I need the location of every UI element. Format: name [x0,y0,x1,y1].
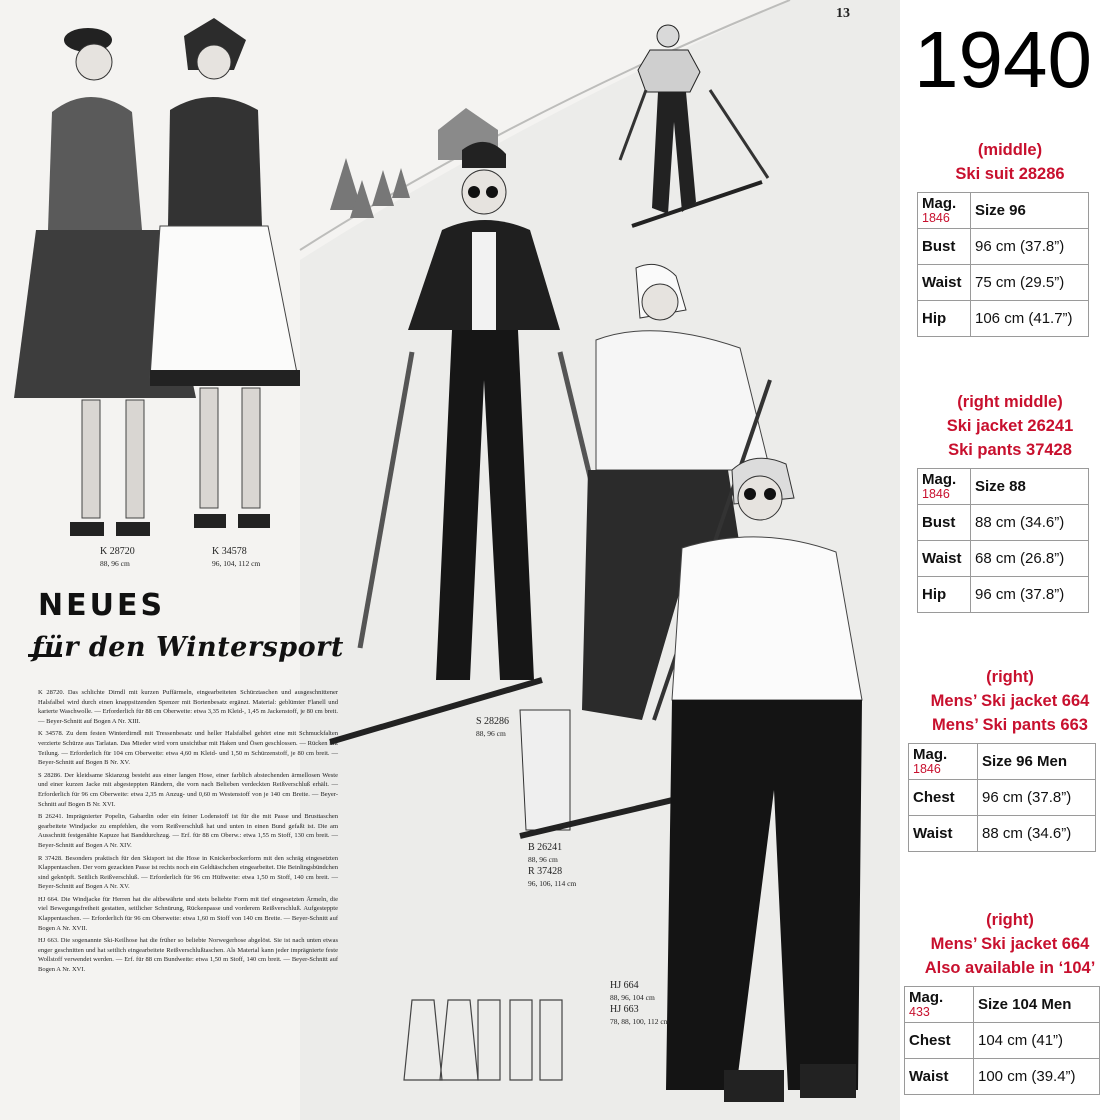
pattern-code-label: R 37428 [528,866,563,877]
pattern-code-label: B 26241 [528,842,563,853]
article-paragraph: B 26241. Imprägnierter Popelin, Gabardin oder ein feiner Lodenstoff ist für die mit Passe und Brusttaschen gearbeitete Windjacke zu empfehlen, die vorn Reißverschluß hat und unten in einen Bund gefaßt ist. Die am Ausschnitt festgenähte Kapuze hat Banddurchzug. — Erf. für 88 cm Oberw.: etwa 1,55 m Stoff, 130 cm breit. — Beyer-Schnitt auf Bogen A Nr. XIV. [38,813,338,849]
table-row [918,505,1089,541]
pattern-code-label: K 28720 [100,546,135,557]
measure-label: Waist [909,816,978,852]
article-paragraph: HJ 663. Die sogenannte Ski-Keilhose hat die früher so beliebte Norwegerhose abgelöst. Sie ist nach unten etwas enger geschnitten und hat seitlich eingearbeitete Reißverschlußtaschen. Als Material kann jeder imprägnierte feste Wollstoff verwendet werden. — Erf. für 88 cm Bundweite: etwa 1,50 m Stoff, 140 cm breit. — Beyer-Schnitt auf Bogen A Nr. XVI. [38,937,338,974]
measure-label: Hip [918,577,971,613]
block-title: Ski jacket 26241 [946,417,1074,435]
pattern-code-sizes: 96, 106, 114 cm [528,879,577,888]
mag-cell [918,469,971,505]
table-row [905,1059,1100,1095]
pattern-code-label: HJ 663 [610,1004,639,1015]
pattern-code-label: S 28286 [476,716,510,727]
article-paragraph: R 37428. Besonders praktisch für den Skisport ist die Hose in Knickerbockerform mit den schräg eingesetzten Klappentaschen. Der vorn gezackten Passe ist rechts noch ein Geldtäschchen eingearbeitet. Die Beinlingsbündchen sind geknöpft. Seitlich Reißverschluß. — Erforderlich für 96 cm Hüftweite: etwa 1,50 m Stoff, 140 cm breit. — Beyer-Schnitt auf Bogen A Nr. XV. [38,854,338,891]
block-position: (middle) [977,141,1043,159]
block-title: Mens’ Ski jacket 664 [930,692,1090,710]
article-paragraph: S 28286. Der kleidsame Skianzug besteht aus einer langen Hose, einer farblich abstechenden ärmellosen Weste und einer kurzen Jacke mit abgesteppten Rändern, die vorn nach Belieben verdeckten Reißverschluß erhält. — Erforderlich für 96 cm Oberweite: etwa 2,35 m Anzug- und 0,60 m Westenstoff von je 140 cm Breite. — Beyer-Schnitt auf Bogen B Nr. XVI. [38,771,338,808]
block-position: (right) [986,668,1034,686]
size-header: Size 104 Men [974,987,1100,1023]
table-row [905,1023,1100,1059]
pattern-code-sizes: 88, 96, 104 cm [610,993,655,1002]
measure-value: 96 cm (37.8”) [971,577,1089,613]
pattern-code [476,716,509,740]
table-row [918,577,1089,613]
measure-label: Waist [918,265,971,301]
table-row [909,744,1096,780]
pattern-code [610,980,655,1004]
pattern-code [528,842,562,866]
size-table [917,192,1089,337]
size-header: Size 88 [971,469,1089,505]
block-title: Mens’ Ski pants 663 [932,716,1088,734]
block-position: (right) [986,911,1034,929]
page-number: 13 [836,6,850,21]
measure-label: Waist [905,1059,974,1095]
measure-value: 75 cm (29.5”) [971,265,1089,301]
mag-label: Mag. [909,988,944,1006]
table-row [918,469,1089,505]
mag-label: Mag. [913,745,948,763]
size-block [900,138,1120,337]
pattern-code-sizes: 88, 96 cm [528,855,558,864]
table-row [909,816,1096,852]
measure-value: 88 cm (34.6”) [971,505,1089,541]
mag-number: 433 [909,1004,930,1019]
article-paragraph: K 28720. Das schlichte Dirndl mit kurzen Puffärmeln, eingearbeiteten Schürztaschen und ausgeschnittener Halsfalbel wird durch einen knappsitzenden Spenzer mit Bortenbesatz ergänzt. Material: geblümter Flanell und karierte Waschwolle. — Erforderlich für 88 cm Oberweite: etwa 3,35 m Kleid-, 1,45 m Jackenstoff, je 80 cm breit. — Beyer-Schnitt auf Bogen A Nr. XIII. [38,689,338,725]
measure-value: 104 cm (41”) [974,1023,1100,1059]
measure-value: 106 cm (41.7”) [971,301,1089,337]
pattern-code [528,866,576,890]
block-title: Ski pants 37428 [948,441,1072,459]
table-row [909,780,1096,816]
mag-number: 1846 [913,761,941,776]
block-title: Ski suit 28286 [955,165,1065,183]
table-row [905,987,1100,1023]
measure-value: 96 cm (37.8”) [978,780,1096,816]
size-block [900,665,1120,852]
info-panel [900,0,1120,1120]
table-row [918,265,1089,301]
measure-value: 68 cm (26.8”) [971,541,1089,577]
mag-cell [905,987,974,1023]
size-table [908,743,1096,852]
size-table [904,986,1100,1095]
pattern-code-sizes: 88, 96 cm [100,559,130,568]
mag-cell [909,744,978,780]
mag-cell [918,193,971,229]
measure-label: Chest [909,780,978,816]
article-text [38,688,338,978]
measure-label: Hip [918,301,971,337]
table-row [918,301,1089,337]
pattern-code-sizes: 88, 96 cm [476,729,506,738]
pattern-code-label: K 34578 [212,546,247,557]
measure-label: Waist [918,541,971,577]
mag-label: Mag. [922,194,957,212]
mag-number: 1846 [922,210,950,225]
mag-label: Mag. [922,470,957,488]
size-header: Size 96 [971,193,1089,229]
measure-label: Bust [918,505,971,541]
article-paragraph: HJ 664. Die Windjacke für Herren hat die altbewährte und stets beliebte Form mit tief eingesetzten Ärmeln, die viel Bewegungsfreiheit gestatten, seitlicher Schnürung, Rückenpasse und vorderem Reißverschluß. Aufgesteppte Klappentaschen. — Erforderlich für 96 cm Oberweite: etwa 1,60 m Stoff von 140 cm Breite. — Beyer-Schnitt auf Bogen A Nr. XVII. [38,895,338,932]
pattern-code [100,546,135,570]
size-header: Size 96 Men [978,744,1096,780]
pattern-code [610,1004,670,1028]
block-title: Also available in ‘104’ [924,959,1096,977]
measure-label: Chest [905,1023,974,1059]
page-headline: NEUES [38,588,166,623]
measure-value: 96 cm (37.8”) [971,229,1089,265]
block-position: (right middle) [957,393,1063,411]
year-title: 1940 [914,15,1092,104]
measure-label: Bust [918,229,971,265]
table-row [918,193,1089,229]
pattern-code-sizes: 78, 88, 100, 112 cm [610,1017,670,1026]
measure-value: 88 cm (34.6”) [978,816,1096,852]
size-block [900,908,1120,1095]
size-block [900,390,1120,613]
size-table [917,468,1089,613]
mag-number: 1846 [922,486,950,501]
pattern-code-sizes: 96, 104, 112 cm [212,559,261,568]
page-subheadline: für den Wintersport [32,632,344,663]
pattern-code-label: HJ 664 [610,980,639,991]
table-row [918,541,1089,577]
dirndl-women [14,18,300,536]
measure-value: 100 cm (39.4”) [974,1059,1100,1095]
pattern-code [212,546,260,570]
table-row [918,229,1089,265]
article-paragraph: K 34578. Zu dem festen Winterdirndl mit Tressenbesatz und heller Halsfalbel gehört eine mit Schmuckfalten verzierte Schürze aus Tarlatan. Das Mieder wird vorn unsichtbar mit Haken und Ösen geschlossen. — Rücken mit Teilung. — Erforderlich für 104 cm Oberweite: etwa 4,60 m Kleid- und 1,50 m Schürzenstoff, je 80 cm breit. — Beyer-Schnitt auf Bogen B Nr. XV. [38,730,338,767]
block-title: Mens’ Ski jacket 664 [930,935,1090,953]
